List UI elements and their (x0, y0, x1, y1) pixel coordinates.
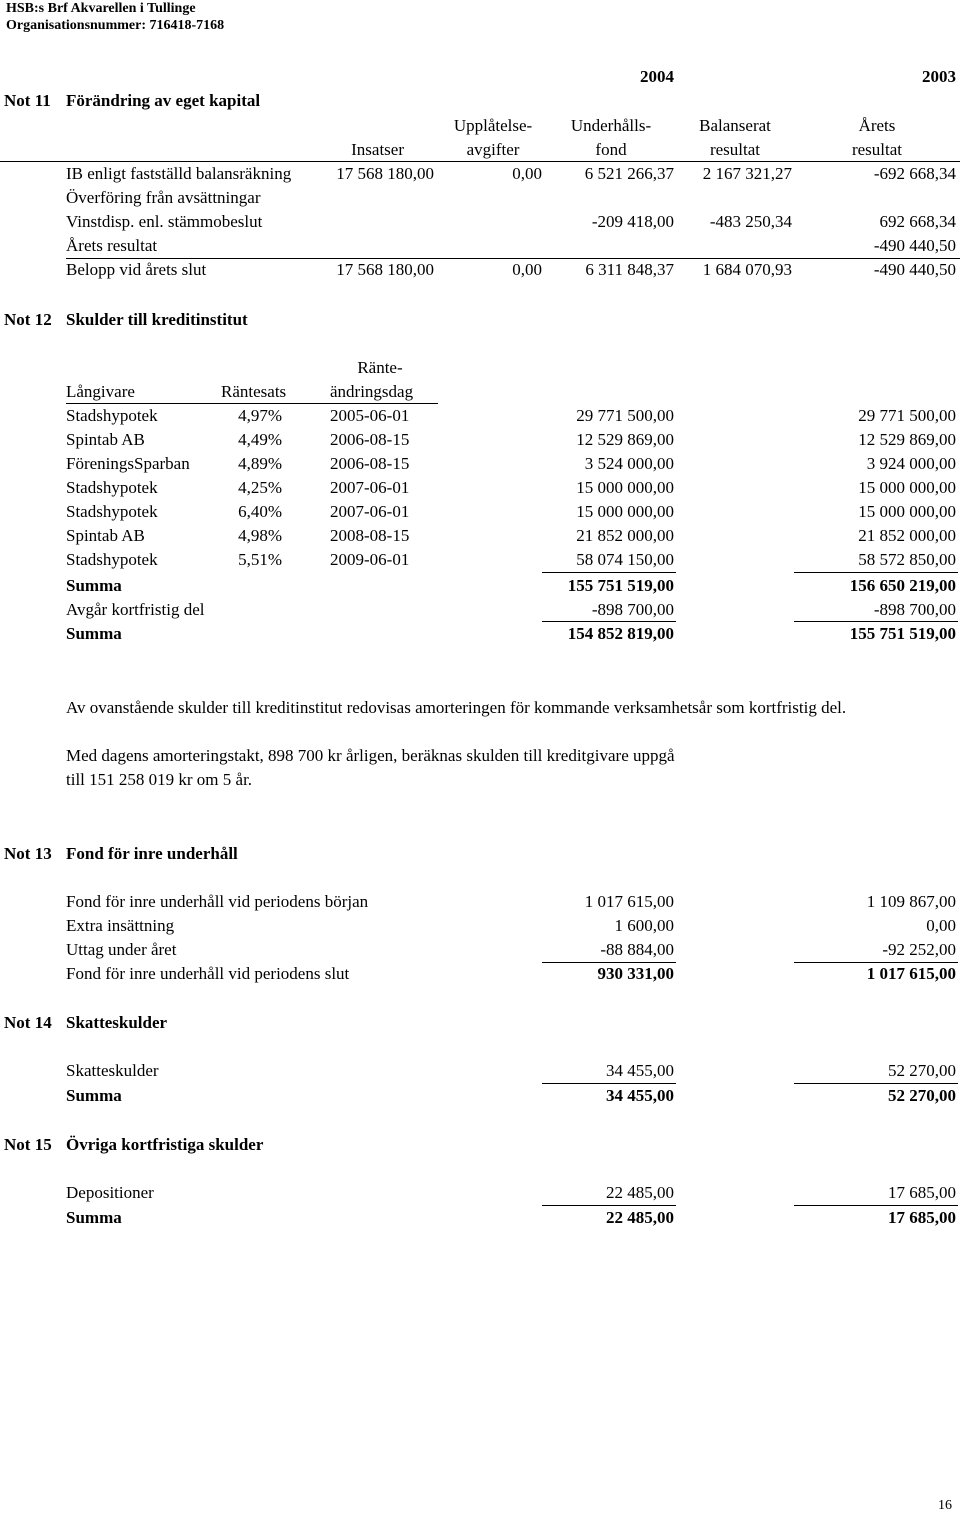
table-cell: 0,00 (512, 260, 542, 279)
short-term-label: Avgår kortfristig del (66, 600, 205, 619)
table-cell: 3 924 000,00 (866, 454, 956, 473)
col-header-arets-2: resultat (851, 140, 903, 159)
table-cell: 6 311 848,37 (585, 260, 674, 279)
table-row-label: IB enligt fastställd balansräkning (66, 164, 292, 183)
table-cell: 0,00 (926, 916, 956, 935)
short-term-2004: -898 700,00 (591, 600, 674, 619)
table-cell-date: 2006-08-15 (330, 430, 410, 449)
summa-label: Summa (66, 1208, 122, 1227)
note-12-net-rule-2004 (542, 621, 676, 622)
table-row-label: Skatteskulder (66, 1061, 159, 1080)
table-cell-date: 2006-08-15 (330, 454, 410, 473)
col-header-upplatelse-2: avgifter (466, 140, 520, 159)
table-cell-lender: Stadshypotek (66, 478, 158, 497)
note-15-title: Övriga kortfristiga skulder (66, 1135, 264, 1154)
table-cell: 12 529 869,00 (576, 430, 674, 449)
table-row-label: Årets resultat (66, 236, 158, 255)
note-12-title: Skulder till kreditinstitut (66, 310, 248, 329)
table-row-label: Extra insättning (66, 916, 175, 935)
org-number: Organisationsnummer: 716418-7168 (6, 18, 225, 33)
col-header-underhall-1: Underhålls- (570, 116, 652, 135)
table-cell: 58 074 150,00 (576, 550, 674, 569)
table-cell-lender: FöreningsSparban (66, 454, 190, 473)
table-cell: 15 000 000,00 (858, 502, 956, 521)
table-cell: -490 440,50 (873, 260, 956, 279)
note-14-sum-rule-2003 (794, 1083, 958, 1084)
note-12-paragraph-2-line-1: Med dagens amorteringstakt, 898 700 kr årligen, beräknas skulden till kreditgivare uppgå (66, 746, 675, 765)
table-cell: 17 685,00 (888, 1183, 956, 1202)
table-cell: 3 524 000,00 (584, 454, 674, 473)
col-header-upplatelse-1: Upplåtelse- (453, 116, 533, 135)
note-13-title: Fond för inre underhåll (66, 844, 238, 863)
table-cell-lender: Stadshypotek (66, 550, 158, 569)
table-cell: 12 529 869,00 (858, 430, 956, 449)
note-12-sum-rule-2004 (542, 572, 676, 573)
table-cell: 1 017 615,00 (866, 964, 956, 983)
summa-2003: 17 685,00 (888, 1208, 956, 1227)
page-number: 16 (938, 1498, 952, 1513)
table-cell-date: 2005-06-01 (330, 406, 410, 425)
table-cell: 6 521 266,37 (584, 164, 674, 183)
table-cell-lender: Stadshypotek (66, 406, 158, 425)
note-11-title: Förändring av eget kapital (66, 91, 261, 110)
table-cell-rate: 4,25% (238, 478, 282, 497)
col-header-rante-2: ändringsdag (330, 382, 414, 401)
table-cell: 1 017 615,00 (584, 892, 674, 911)
table-cell-rate: 4,49% (238, 430, 282, 449)
col-header-langivare: Långivare (66, 382, 135, 401)
note-12-header-rule (66, 403, 438, 404)
col-header-underhall-2: fond (595, 140, 627, 159)
table-cell-lender: Spintab AB (66, 430, 145, 449)
table-cell: 34 455,00 (606, 1061, 674, 1080)
summa-2003: 156 650 219,00 (849, 576, 956, 595)
note-12-number: Not 12 (4, 310, 52, 329)
summa-2004: 154 852 819,00 (567, 624, 674, 643)
table-cell: 22 485,00 (606, 1183, 674, 1202)
note-11-header-rule (0, 161, 960, 162)
summa-2003: 155 751 519,00 (849, 624, 956, 643)
table-cell: -92 252,00 (882, 940, 956, 959)
note-11-number: Not 11 (4, 91, 51, 110)
summa-2004: 22 485,00 (606, 1208, 674, 1227)
table-cell: -692 668,34 (873, 164, 956, 183)
table-cell-rate: 4,98% (238, 526, 282, 545)
table-row-label: Uttag under året (66, 940, 177, 959)
table-row-label: Överföring från avsättningar (66, 188, 261, 207)
table-cell-date: 2007-06-01 (330, 478, 410, 497)
note-15-number: Not 15 (4, 1135, 52, 1154)
table-cell-lender: Stadshypotek (66, 502, 158, 521)
table-cell: 1 109 867,00 (866, 892, 956, 911)
table-cell: 52 270,00 (888, 1061, 956, 1080)
table-cell: 29 771 500,00 (576, 406, 674, 425)
note-15-sum-rule-2003 (794, 1205, 958, 1206)
table-cell: 21 852 000,00 (858, 526, 956, 545)
table-cell: 29 771 500,00 (858, 406, 956, 425)
company-name: HSB:s Brf Akvarellen i Tullinge (6, 1, 196, 16)
table-row-label: Fond för inre underhåll vid periodens slut (66, 964, 350, 983)
table-cell: -88 884,00 (600, 940, 674, 959)
note-14-number: Not 14 (4, 1013, 52, 1032)
note-13-number: Not 13 (4, 844, 52, 863)
table-cell: 1 600,00 (614, 916, 674, 935)
note-14-title: Skatteskulder (66, 1013, 168, 1032)
note-12-net-rule-2003 (794, 621, 958, 622)
table-cell: 15 000 000,00 (576, 502, 674, 521)
table-cell-rate: 4,97% (238, 406, 282, 425)
table-cell: 1 684 070,93 (702, 260, 792, 279)
table-cell: -483 250,34 (709, 212, 792, 231)
note-12-sum-rule-2003 (794, 572, 958, 573)
table-cell: 15 000 000,00 (576, 478, 674, 497)
summa-2004: 155 751 519,00 (567, 576, 674, 595)
col-header-rante-1: Ränte- (357, 358, 403, 377)
col-header-arets-1: Årets (858, 116, 896, 135)
table-row-label: Belopp vid årets slut (66, 260, 207, 279)
table-cell: 17 568 180,00 (336, 164, 434, 183)
table-cell-date: 2007-06-01 (330, 502, 410, 521)
col-header-balanserat-1: Balanserat (699, 116, 771, 135)
table-row-label: Vinstdisp. enl. stämmobeslut (66, 212, 263, 231)
summa-2004: 34 455,00 (606, 1086, 674, 1105)
note-13-sum-rule-2004 (542, 962, 676, 963)
table-cell-rate: 6,40% (238, 502, 282, 521)
note-12-paragraph-2-line-2: till 151 258 019 kr om 5 år. (66, 770, 253, 789)
table-cell: 58 572 850,00 (858, 550, 956, 569)
table-cell-date: 2009-06-01 (330, 550, 410, 569)
summa-label: Summa (66, 624, 122, 643)
note-11-total-rule (66, 258, 960, 259)
table-cell-rate: 4,89% (238, 454, 282, 473)
table-row-label: Fond för inre underhåll vid periodens början (66, 892, 369, 911)
note-12-paragraph-1: Av ovanstående skulder till kreditinstitut redovisas amorteringen för kommande verksamhetsår som kortfristig del. (66, 698, 847, 717)
col-header-insatser: Insatser (351, 140, 404, 159)
table-cell: 0,00 (512, 164, 542, 183)
note-15-sum-rule-2004 (542, 1205, 676, 1206)
year-2003: 2003 (922, 67, 956, 86)
table-cell-lender: Spintab AB (66, 526, 145, 545)
col-header-balanserat-2: resultat (709, 140, 761, 159)
year-2004: 2004 (640, 67, 674, 86)
col-header-rantesats: Räntesats (221, 382, 287, 401)
table-cell: 2 167 321,27 (702, 164, 792, 183)
note-13-sum-rule-2003 (794, 962, 958, 963)
table-cell: 21 852 000,00 (576, 526, 674, 545)
summa-2003: 52 270,00 (888, 1086, 956, 1105)
note-14-sum-rule-2004 (542, 1083, 676, 1084)
table-cell-rate: 5,51% (238, 550, 282, 569)
table-cell: -209 418,00 (591, 212, 674, 231)
table-cell: 15 000 000,00 (858, 478, 956, 497)
table-cell: 17 568 180,00 (336, 260, 434, 279)
table-cell: 930 331,00 (597, 964, 674, 983)
table-row-label: Depositioner (66, 1183, 154, 1202)
short-term-2003: -898 700,00 (873, 600, 956, 619)
table-cell: 692 668,34 (879, 212, 956, 231)
summa-label: Summa (66, 576, 122, 595)
summa-label: Summa (66, 1086, 122, 1105)
table-cell: -490 440,50 (873, 236, 956, 255)
table-cell-date: 2008-08-15 (330, 526, 410, 545)
